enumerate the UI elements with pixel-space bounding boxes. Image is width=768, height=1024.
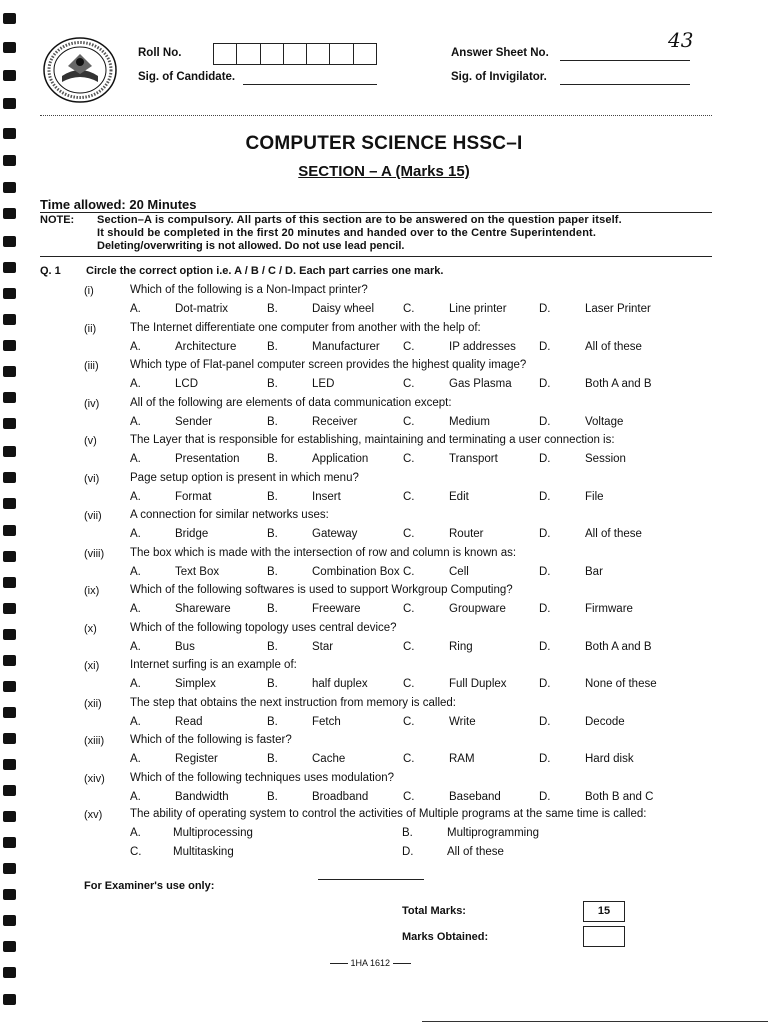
option-text[interactable]: All of these — [585, 341, 642, 353]
option-letter: B. — [267, 341, 278, 353]
option-text[interactable]: Medium — [449, 416, 490, 428]
option-letter: B. — [267, 678, 278, 690]
option-text[interactable]: RAM — [449, 753, 475, 765]
answer-sheet-line[interactable] — [560, 60, 690, 61]
option-text[interactable]: LED — [312, 378, 335, 390]
question-num: (ix) — [84, 585, 100, 597]
option-text[interactable]: Bridge — [175, 528, 209, 540]
option-letter: C. — [403, 491, 415, 503]
option-letter: D. — [539, 416, 551, 428]
option-text[interactable]: All of these — [585, 528, 642, 540]
answer-sheet-label: Answer Sheet No. — [451, 47, 549, 59]
option-letter: A. — [130, 716, 141, 728]
option-letter: B. — [267, 716, 278, 728]
option-text[interactable]: Edit — [449, 491, 469, 503]
option-letter: B. — [267, 753, 278, 765]
question-text: Which type of Flat-panel computer screen provides the highest quality image? — [130, 359, 527, 371]
option-letter: B. — [267, 303, 278, 315]
question-num: (viii) — [84, 548, 105, 560]
option-letter: A. — [130, 528, 141, 540]
option-letter: B. — [267, 528, 278, 540]
question-text: Which of the following softwares is used to support Workgroup Computing? — [130, 584, 513, 596]
option-letter: D. — [539, 603, 551, 615]
option-text[interactable]: Multiprocessing — [173, 827, 253, 839]
sig-candidate-label: Sig. of Candidate. — [138, 71, 236, 83]
option-letter: A. — [130, 453, 141, 465]
option-letter: A. — [130, 753, 141, 765]
question-num: (xv) — [84, 809, 103, 821]
question-text: Internet surfing is an example of: — [130, 659, 297, 671]
option-text[interactable]: Gas Plasma — [449, 378, 512, 390]
question-num: (ii) — [84, 323, 97, 335]
roll-no-label: Roll No. — [138, 47, 182, 59]
option-letter: A. — [130, 303, 141, 315]
option-text[interactable]: Dot-matrix — [175, 303, 229, 315]
option-letter: A. — [130, 791, 141, 803]
option-text[interactable]: IP addresses — [449, 341, 516, 353]
option-letter: D. — [539, 453, 551, 465]
option-letter: A. — [130, 603, 141, 615]
question-num: (vi) — [84, 473, 100, 485]
option-text[interactable]: Presentation — [175, 453, 240, 465]
sig-invigilator-label: Sig. of Invigilator. — [451, 71, 547, 83]
option-text[interactable]: Line printer — [449, 303, 507, 315]
option-text[interactable]: Gateway — [312, 528, 358, 540]
question-num: (i) — [84, 285, 94, 297]
option-text[interactable]: Bar — [585, 566, 603, 578]
option-letter: B. — [267, 641, 278, 653]
option-text[interactable]: Broadband — [312, 791, 369, 803]
sig-invigilator-line[interactable] — [560, 84, 690, 85]
option-letter: A. — [130, 566, 141, 578]
option-text[interactable]: Multiprogramming — [447, 827, 540, 839]
option-text[interactable]: Insert — [312, 491, 341, 503]
dotted-separator — [40, 115, 712, 116]
option-text[interactable]: half duplex — [312, 678, 368, 690]
option-text[interactable]: Daisy wheel — [312, 303, 374, 315]
option-letter: C. — [403, 641, 415, 653]
option-text[interactable]: Format — [175, 491, 212, 503]
option-text[interactable]: LCD — [175, 378, 199, 390]
question-text: The Layer that is responsible for establishing, maintaining and terminating a user connection is: — [130, 434, 615, 446]
option-letter: B. — [267, 491, 278, 503]
question-text: Page setup option is present in which menu? — [130, 472, 359, 484]
option-text[interactable]: Application — [312, 453, 369, 465]
total-marks-box: 15 — [583, 901, 625, 922]
option-text[interactable]: Decode — [585, 716, 625, 728]
option-letter: B. — [267, 378, 278, 390]
question-text: Which of the following topology uses central device? — [130, 622, 397, 634]
time-allowed: Time allowed: 20 Minutes — [40, 197, 197, 212]
option-text[interactable]: Laser Printer — [585, 303, 651, 315]
question-text: All of the following are elements of data communication except: — [130, 397, 452, 409]
question-num: (xi) — [84, 660, 100, 672]
option-letter: D. — [539, 528, 551, 540]
sig-candidate-line[interactable] — [243, 84, 377, 85]
examiner-label: For Examiner's use only: — [84, 880, 215, 892]
option-text[interactable]: Both A and B — [585, 378, 652, 390]
option-letter: C. — [403, 678, 415, 690]
question-num: (iii) — [84, 360, 99, 372]
option-text[interactable]: Fetch — [312, 716, 341, 728]
option-text[interactable]: Hard disk — [585, 753, 634, 765]
question-text: The Internet differentiate one computer from another with the help of: — [130, 322, 481, 334]
option-text[interactable]: Simplex — [175, 678, 216, 690]
option-letter: A. — [130, 491, 141, 503]
option-text[interactable]: Voltage — [585, 416, 624, 428]
rule-top — [40, 212, 712, 213]
option-letter: B. — [267, 603, 278, 615]
question-text: The box which is made with the intersection of row and column is known as: — [130, 547, 517, 559]
option-letter: C. — [403, 453, 415, 465]
option-letter: D. — [539, 791, 551, 803]
option-text[interactable]: Both B and C — [585, 791, 654, 803]
option-letter: D. — [402, 846, 414, 858]
board-seal-logo — [42, 36, 118, 104]
roll-no-boxes[interactable] — [213, 43, 377, 65]
option-letter: D. — [539, 566, 551, 578]
option-letter: C. — [130, 846, 142, 858]
option-text[interactable]: Bandwidth — [175, 791, 229, 803]
option-letter: D. — [539, 753, 551, 765]
question-number: Q. 1 — [40, 265, 61, 277]
option-letter: D. — [539, 678, 551, 690]
option-text[interactable]: Cell — [449, 566, 469, 578]
option-text[interactable]: Both A and B — [585, 641, 652, 653]
note-line: Deleting/overwriting is not allowed. Do not use lead pencil. — [97, 240, 405, 252]
option-text[interactable]: None of these — [585, 678, 657, 690]
option-text[interactable]: Read — [175, 716, 203, 728]
option-text[interactable]: Shareware — [175, 603, 231, 615]
option-letter: C. — [403, 341, 415, 353]
option-letter: C. — [403, 603, 415, 615]
option-text[interactable]: Sender — [175, 416, 213, 428]
option-text[interactable]: Transport — [449, 453, 498, 465]
question-num: (xii) — [84, 698, 102, 710]
option-text[interactable]: Receiver — [312, 416, 358, 428]
option-text[interactable]: Full Duplex — [449, 678, 507, 690]
option-letter: C. — [403, 566, 415, 578]
option-text[interactable]: Architecture — [175, 341, 237, 353]
note-line: It should be completed in the first 20 minutes and handed over to the Centre Superintendent. — [97, 227, 597, 239]
option-text[interactable]: Freeware — [312, 603, 361, 615]
question-text: Which of the following techniques uses modulation? — [130, 772, 395, 784]
option-letter: C. — [403, 416, 415, 428]
question-instruction: Circle the correct option i.e. A / B / C / D. Each part carries one mark. — [86, 265, 444, 277]
option-letter: D. — [539, 641, 551, 653]
page-bottom-rule — [422, 1021, 768, 1022]
option-letter: C. — [403, 303, 415, 315]
option-letter: B. — [267, 566, 278, 578]
option-text[interactable]: Write — [449, 716, 476, 728]
option-letter: D. — [539, 303, 551, 315]
option-letter: D. — [539, 341, 551, 353]
option-text[interactable]: Session — [585, 453, 626, 465]
total-marks-label: Total Marks: — [402, 905, 466, 917]
option-letter: D. — [539, 716, 551, 728]
question-num: (x) — [84, 623, 97, 635]
option-letter: C. — [403, 378, 415, 390]
option-text[interactable]: Text Box — [175, 566, 220, 578]
option-letter: D. — [539, 491, 551, 503]
option-text[interactable]: Firmware — [585, 603, 633, 615]
question-text: Which of the following is a Non-Impact printer? — [130, 284, 368, 296]
option-text[interactable]: Router — [449, 528, 484, 540]
question-text: A connection for similar networks uses: — [130, 509, 329, 521]
exam-title: COMPUTER SCIENCE HSSC–I — [245, 133, 523, 154]
question-text: Which of the following is faster? — [130, 734, 292, 746]
question-num: (xiv) — [84, 773, 105, 785]
option-text[interactable]: Bus — [175, 641, 195, 653]
handwritten-mark: 43 — [668, 28, 694, 52]
option-letter: C. — [403, 716, 415, 728]
marks-obtained-label: Marks Obtained: — [402, 931, 489, 943]
option-letter: B. — [267, 416, 278, 428]
option-letter: A. — [130, 416, 141, 428]
option-letter: D. — [539, 378, 551, 390]
option-text[interactable]: Manufacturer — [312, 341, 380, 353]
option-letter: B. — [267, 453, 278, 465]
option-text[interactable]: Combination Box — [312, 566, 400, 578]
question-text: The step that obtains the next instruction from memory is called: — [130, 697, 456, 709]
paper-code: 1HA 1612 — [330, 958, 411, 968]
question-num: (iv) — [84, 398, 100, 410]
option-text[interactable]: Star — [312, 641, 334, 653]
option-text[interactable]: Ring — [449, 641, 473, 653]
option-letter: A. — [130, 678, 141, 690]
option-letter: A. — [130, 341, 141, 353]
option-letter: B. — [402, 827, 413, 839]
marks-obtained-box[interactable] — [583, 926, 625, 947]
option-letter: C. — [403, 753, 415, 765]
option-letter: C. — [403, 791, 415, 803]
examiner-line — [318, 879, 424, 880]
option-letter: C. — [403, 528, 415, 540]
note-label: NOTE: — [40, 214, 75, 226]
option-text[interactable]: Register — [175, 753, 218, 765]
option-text[interactable]: Baseband — [449, 791, 501, 803]
section-title: SECTION – A (Marks 15) — [298, 163, 470, 180]
option-letter: A. — [130, 641, 141, 653]
question-text: The ability of operating system to control the activities of Multiple programs at the same time is called: — [130, 808, 647, 820]
option-text[interactable]: All of these — [447, 846, 504, 858]
question-num: (v) — [84, 435, 97, 447]
question-num: (vii) — [84, 510, 102, 522]
rule-bottom — [40, 256, 712, 257]
option-letter: A. — [130, 378, 141, 390]
question-num: (xiii) — [84, 735, 105, 747]
option-text[interactable]: File — [585, 491, 604, 503]
option-text[interactable]: Multitasking — [173, 846, 234, 858]
option-letter: A. — [130, 827, 141, 839]
note-line: Section–A is compulsory. All parts of this section are to be answered on the question paper itself. — [97, 214, 622, 226]
option-text[interactable]: Groupware — [449, 603, 506, 615]
option-letter: B. — [267, 791, 278, 803]
option-text[interactable]: Cache — [312, 753, 346, 765]
